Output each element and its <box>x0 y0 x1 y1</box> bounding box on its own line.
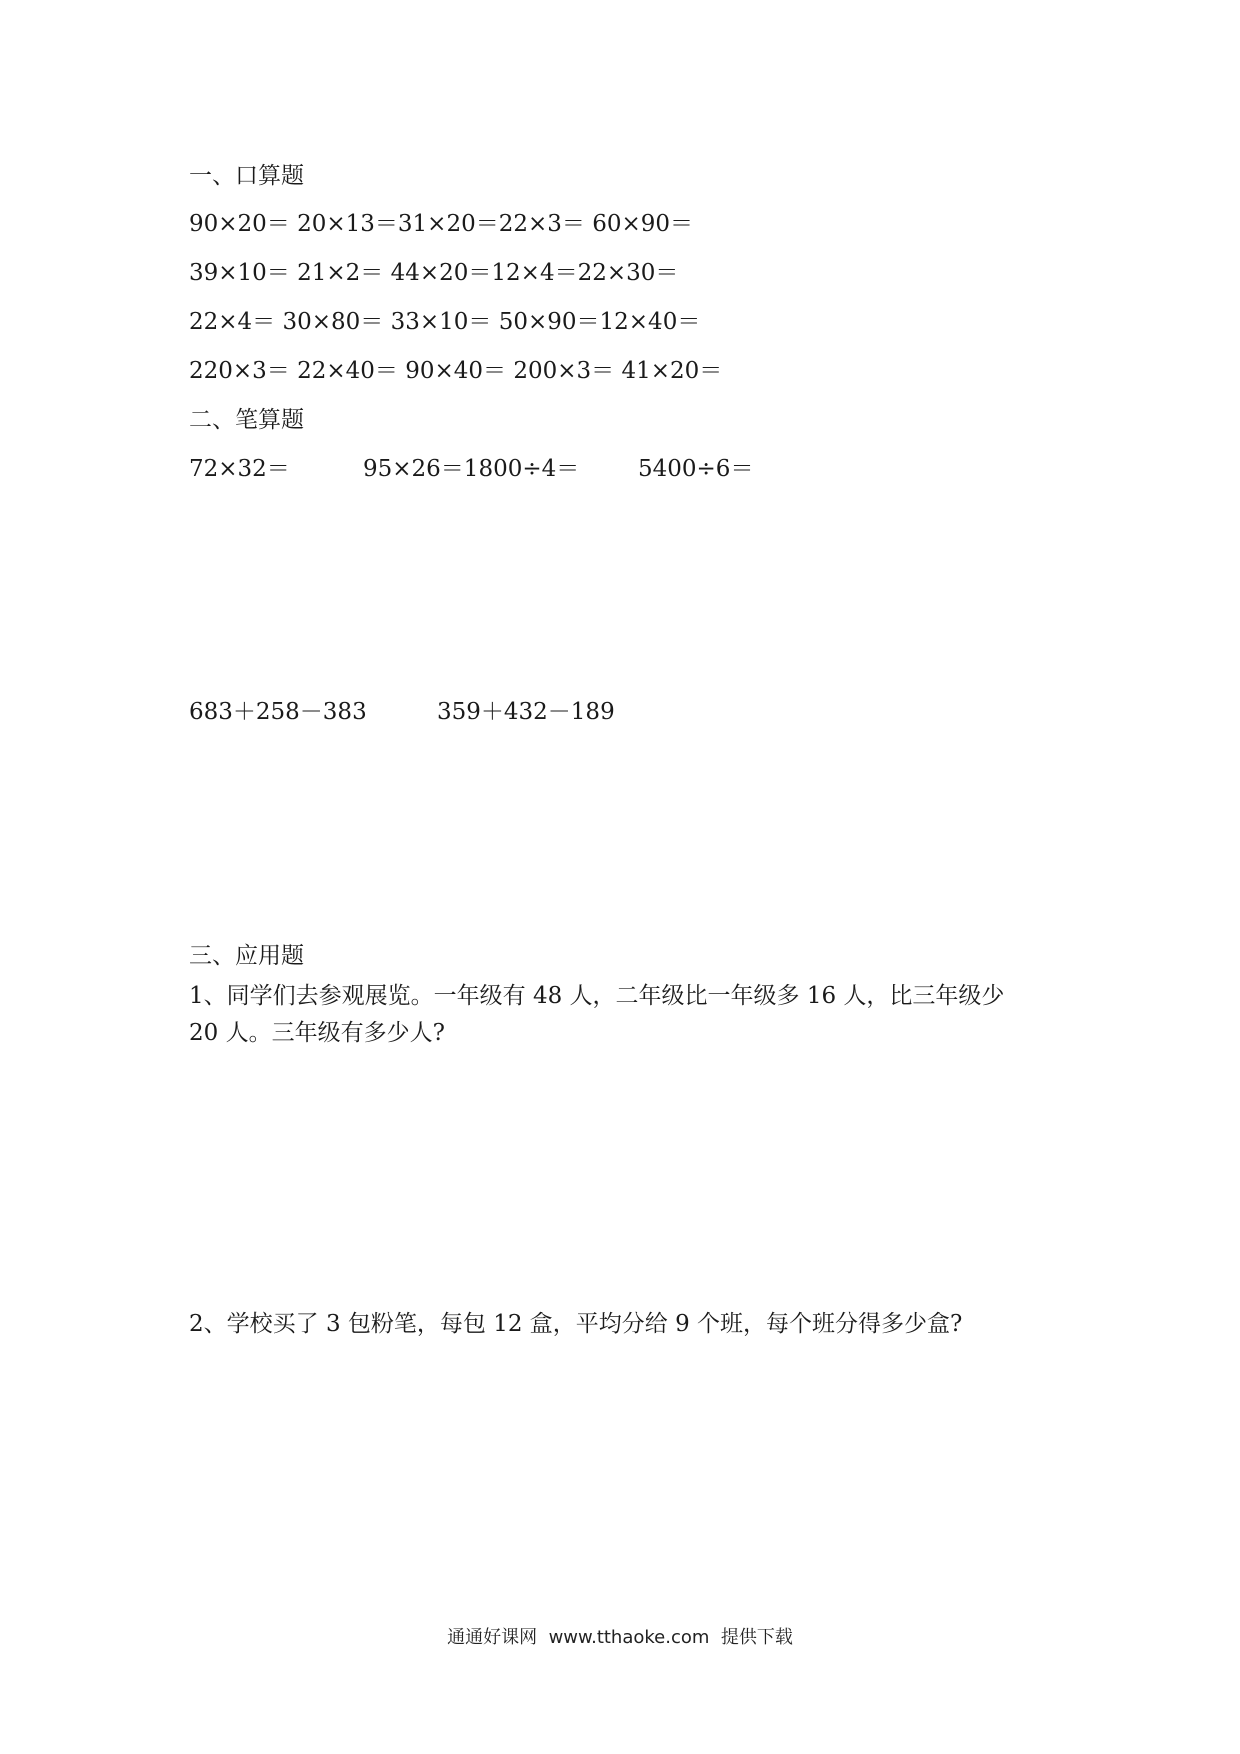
oral-calc-row-4: 220×3＝ 22×40＝ 90×40＝ 200×3＝ 41×20＝ <box>189 358 723 384</box>
word-problem-1-line-2: 20 人。三年级有多少人? <box>189 1020 445 1046</box>
footer-source-text: 通通好课网 www.tthaoke.com 提供下载 <box>447 1627 793 1648</box>
section-1-title: 一、口算题 <box>189 163 304 189</box>
oral-calc-row-3: 22×4＝ 30×80＝ 33×10＝ 50×90＝12×40＝ <box>189 309 701 335</box>
written-calc-1: 72×32＝ <box>189 456 290 482</box>
section-2-title: 二、笔算题 <box>189 407 304 433</box>
word-problem-2: 2、学校买了 3 包粉笔，每包 12 盒，平均分给 9 个班，每个班分得多少盒? <box>189 1311 963 1337</box>
written-calc-3: 5400÷6＝ <box>638 456 754 482</box>
oral-calc-row-1: 90×20＝ 20×13＝31×20＝22×3＝ 60×90＝ <box>189 211 694 237</box>
written-calc-5: 359＋432－189 <box>437 699 615 725</box>
section-3-title: 三、应用题 <box>189 943 304 969</box>
written-calc-4: 683＋258－383 <box>189 699 367 725</box>
word-problem-1-line-1: 1、同学们去参观展览。一年级有 48 人，二年级比一年级多 16 人，比三年级少 <box>189 983 1005 1009</box>
oral-calc-row-2: 39×10＝ 21×2＝ 44×20＝12×4＝22×30＝ <box>189 260 679 286</box>
written-calc-2: 95×26＝1800÷4＝ <box>363 456 580 482</box>
